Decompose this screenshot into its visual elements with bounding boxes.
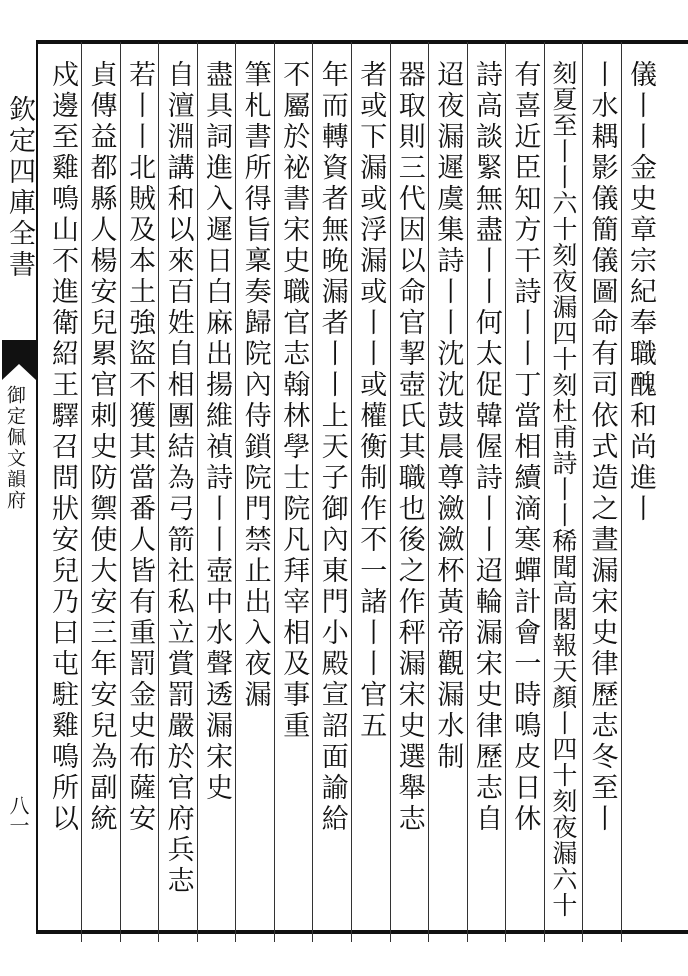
column-divider	[505, 42, 506, 942]
column-text: 儀丨丨金史章宗紀奉職醜和尚進丨	[625, 60, 656, 525]
column-divider	[428, 42, 429, 942]
column-text: 詩高談緊無盡丨丨何太促韓偓詩丨丨迢輪漏宋史律歷志自	[470, 60, 502, 835]
column-text: 自澶淵講和以來百姓自相團結為弓箭社私立賞罰嚴於官府兵志	[162, 60, 194, 897]
column-divider	[467, 42, 468, 942]
text-column	[548, 60, 578, 930]
page-margin	[0, 40, 36, 940]
bottom-border	[36, 930, 688, 934]
page-number: 八一	[6, 795, 30, 835]
column-text: 迢夜漏遲虞集詩丨丨沈沈鼓晨尊瀲瀲杯黃帝觀漏水制	[432, 60, 464, 773]
column-divider	[197, 42, 198, 942]
column-divider	[544, 42, 545, 942]
column-divider	[120, 42, 121, 942]
column-text: 丨水耦影儀簡儀圖命有司依式造之晝漏宋史律歷志冬至丨	[586, 60, 618, 835]
column-divider	[81, 42, 82, 942]
column-text: 不屬於祕書宋史職官志翰林學士院凡拜宰相及事重	[278, 60, 310, 742]
column-text: 器取則三代因以命官挈壺氏其職也後之作秤漏宋史選舉志	[393, 60, 425, 835]
text-column	[163, 60, 193, 930]
text-column	[201, 60, 231, 930]
inner-border	[36, 40, 38, 934]
column-text: 貞傳益都縣人楊安兒累官刺史防禦使大安三年安兒為副統	[85, 60, 117, 835]
column-text: 刻夏至丨丨六十刻夜漏四十刻杜甫詩丨丨稀聞高閣報天顏丨四十刻夜漏六十	[548, 60, 578, 918]
column-divider	[274, 42, 275, 942]
text-column	[586, 60, 616, 930]
source-title: 御定佩文韻府	[4, 385, 26, 511]
text-column	[278, 60, 308, 930]
text-column	[509, 60, 539, 930]
running-title: 欽定四庫全書	[4, 95, 35, 281]
column-divider	[158, 42, 159, 942]
text-column	[124, 60, 154, 930]
text-column	[317, 60, 347, 930]
text-column	[240, 60, 270, 930]
text-column	[471, 60, 501, 930]
text-column	[355, 60, 385, 930]
column-text: 年而轉資者無晚漏者丨丨上天子御內東門小殿宣詔面諭給	[316, 60, 348, 835]
text-column	[432, 60, 462, 930]
column-text: 若丨丨北賊及本土強盜不獲其當番人皆有重罰金史布薩安	[124, 60, 156, 835]
column-divider	[235, 42, 236, 942]
fish-tail-mark	[2, 340, 36, 380]
text-column	[394, 60, 424, 930]
column-divider	[312, 42, 313, 942]
column-divider	[621, 42, 622, 942]
column-text: 戍邊至雞鳴山不進衛紹王驛召問狀安兒乃曰屯駐雞鳴所以	[47, 60, 78, 835]
text-column	[86, 60, 116, 930]
column-text: 筆札書所得旨稟奏歸院內侍鎖院門禁止出入夜漏	[239, 60, 271, 711]
text-column	[47, 60, 77, 930]
column-divider	[351, 42, 352, 942]
column-text: 有喜近臣知方干詩丨丨丁當相續滴寒蟬計會一時鳴皮日休	[509, 60, 541, 835]
column-divider	[390, 42, 391, 942]
text-column	[625, 60, 655, 930]
column-divider	[582, 42, 583, 942]
top-border	[36, 40, 688, 44]
column-text: 盡具詞進入遲日白麻出揚維禎詩丨丨壺中水聲透漏宋史	[201, 60, 233, 804]
column-text: 者或下漏或浮漏或丨丨或權衡制作不一諸丨丨官五	[355, 60, 387, 742]
